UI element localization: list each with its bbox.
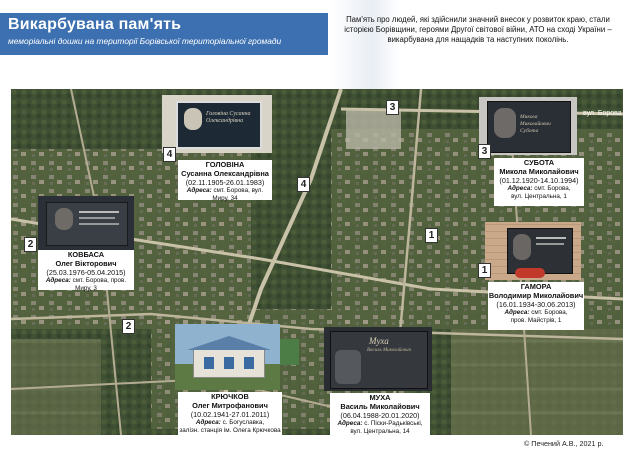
kovbasa-plaque-photo [38, 196, 134, 250]
card-golovina[interactable] [178, 160, 272, 200]
mukha-name: Василь Миколайович [340, 402, 420, 411]
kovbasa-name: Олег Вікторович [55, 259, 117, 268]
station-building [193, 348, 265, 378]
gamora-name: Володимир Миколайович [488, 291, 584, 300]
marker-3-card: 3 [478, 144, 491, 159]
engraving-line [79, 223, 119, 225]
page-title: Викарбувана пам'ять [8, 16, 182, 33]
window [244, 357, 254, 369]
marker-2-map[interactable]: 2 [122, 319, 135, 334]
street-label: вул. Борова [583, 110, 622, 117]
subota-plaque-photo [479, 97, 577, 155]
kovbasa-dates: (25.03.1976-05.04.2015) [46, 268, 126, 277]
kovbasa-plaque [46, 202, 128, 246]
page-subtitle: меморіальні дошки на території Борівської територіальної громади [8, 36, 282, 46]
card-kovbasa[interactable] [38, 250, 134, 290]
mukha-address: Адреса: с. Піски-Радьківські, вул. Центральна, 14 [337, 420, 423, 435]
subota-plaque-text: Микола Миколайович Субота [520, 114, 551, 134]
mukha-plaque-title: Муха [369, 336, 389, 346]
golovina-address: Адреса: смт. Борова, вул. Миру, 34 [186, 187, 264, 202]
mukha-plaque-name: Василь Миколайович [367, 348, 411, 353]
mukha-plaque [330, 331, 428, 389]
portrait-icon [55, 208, 73, 230]
card-kriuchkov[interactable] [178, 392, 282, 436]
subota-surname: СУБОТА [523, 158, 555, 167]
portrait-icon [335, 350, 361, 384]
subota-dates: (01.12.1920-14.10.1994) [499, 176, 579, 185]
roof [187, 336, 271, 350]
kriuchkov-dates: (10.02.1941-27.01.2011) [190, 410, 270, 419]
title-banner [0, 13, 328, 55]
engraving-line [536, 237, 566, 239]
golovina-name: Сусанна Олександрівна [181, 169, 269, 178]
kriuchkov-photo [175, 324, 280, 390]
engraving-line [536, 243, 564, 245]
card-gamora[interactable] [488, 282, 584, 330]
subota-plaque [487, 101, 571, 153]
window [224, 357, 234, 369]
kriuchkov-surname: КРЮЧКОВ [211, 392, 249, 401]
kriuchkov-address: Адреса: с. Богуславка, залізн. станція ім. Олега Крючкова [179, 419, 281, 434]
mukha-plaque-photo [324, 327, 432, 391]
kovbasa-surname: КОВБАСА [67, 250, 105, 259]
subota-address: Адреса: смт. Борова, вул. Центральна, 1 [507, 185, 571, 200]
marker-1-map[interactable]: 1 [425, 228, 438, 243]
golovina-plaque-photo [162, 95, 272, 153]
engraving-line [79, 217, 115, 219]
card-mukha[interactable] [330, 393, 430, 437]
portrait-icon [494, 108, 516, 138]
gamora-plaque-photo [485, 222, 581, 280]
marker-2-card: 2 [24, 237, 37, 252]
golovina-dates: (02.11.1905-26.01.1983) [185, 178, 265, 187]
card-subota[interactable] [494, 158, 584, 206]
kriuchkov-name: Олег Митрофанович [192, 401, 268, 410]
golovina-plaque [176, 101, 262, 149]
intro-text: Пам'ять про людей, які здійснили значний внесок у розвиток краю, стали історією Борівщини, героями Другої світової війни, АТО на сході України – викарбувана для нащадків та наступних поколінь. [344, 15, 612, 44]
portrait-icon [184, 108, 202, 130]
marker-1-card: 1 [478, 263, 491, 278]
marker-3-map[interactable]: 3 [386, 100, 399, 115]
golovina-surname: ГОЛОВІНА [205, 160, 245, 169]
golovina-plaque-text: Головіна Сусанна Олександрівна [206, 111, 251, 124]
marker-4-map[interactable]: 4 [297, 177, 310, 192]
gamora-address: Адреса: смт. Борова, пров. Майстрів, 1 [504, 309, 568, 324]
portrait-icon [513, 234, 531, 260]
gamora-surname: ГАМОРА [520, 282, 552, 291]
gamora-dates: (16.01.1934-30.06.2013) [496, 300, 576, 309]
window [204, 357, 214, 369]
kovbasa-address: Адреса: смт. Борова, пров. Миру, 3 [45, 277, 127, 292]
engraving-line [79, 211, 119, 213]
subota-name: Микола Миколайович [499, 167, 579, 176]
flowers-icon [515, 268, 545, 278]
mukha-surname: МУХА [369, 393, 391, 402]
copyright-credit: © Печений А.В., 2021 р. [524, 439, 604, 448]
marker-4-card: 4 [163, 147, 176, 162]
mukha-dates: (06.04.1988-20.01.2020) [340, 411, 420, 420]
